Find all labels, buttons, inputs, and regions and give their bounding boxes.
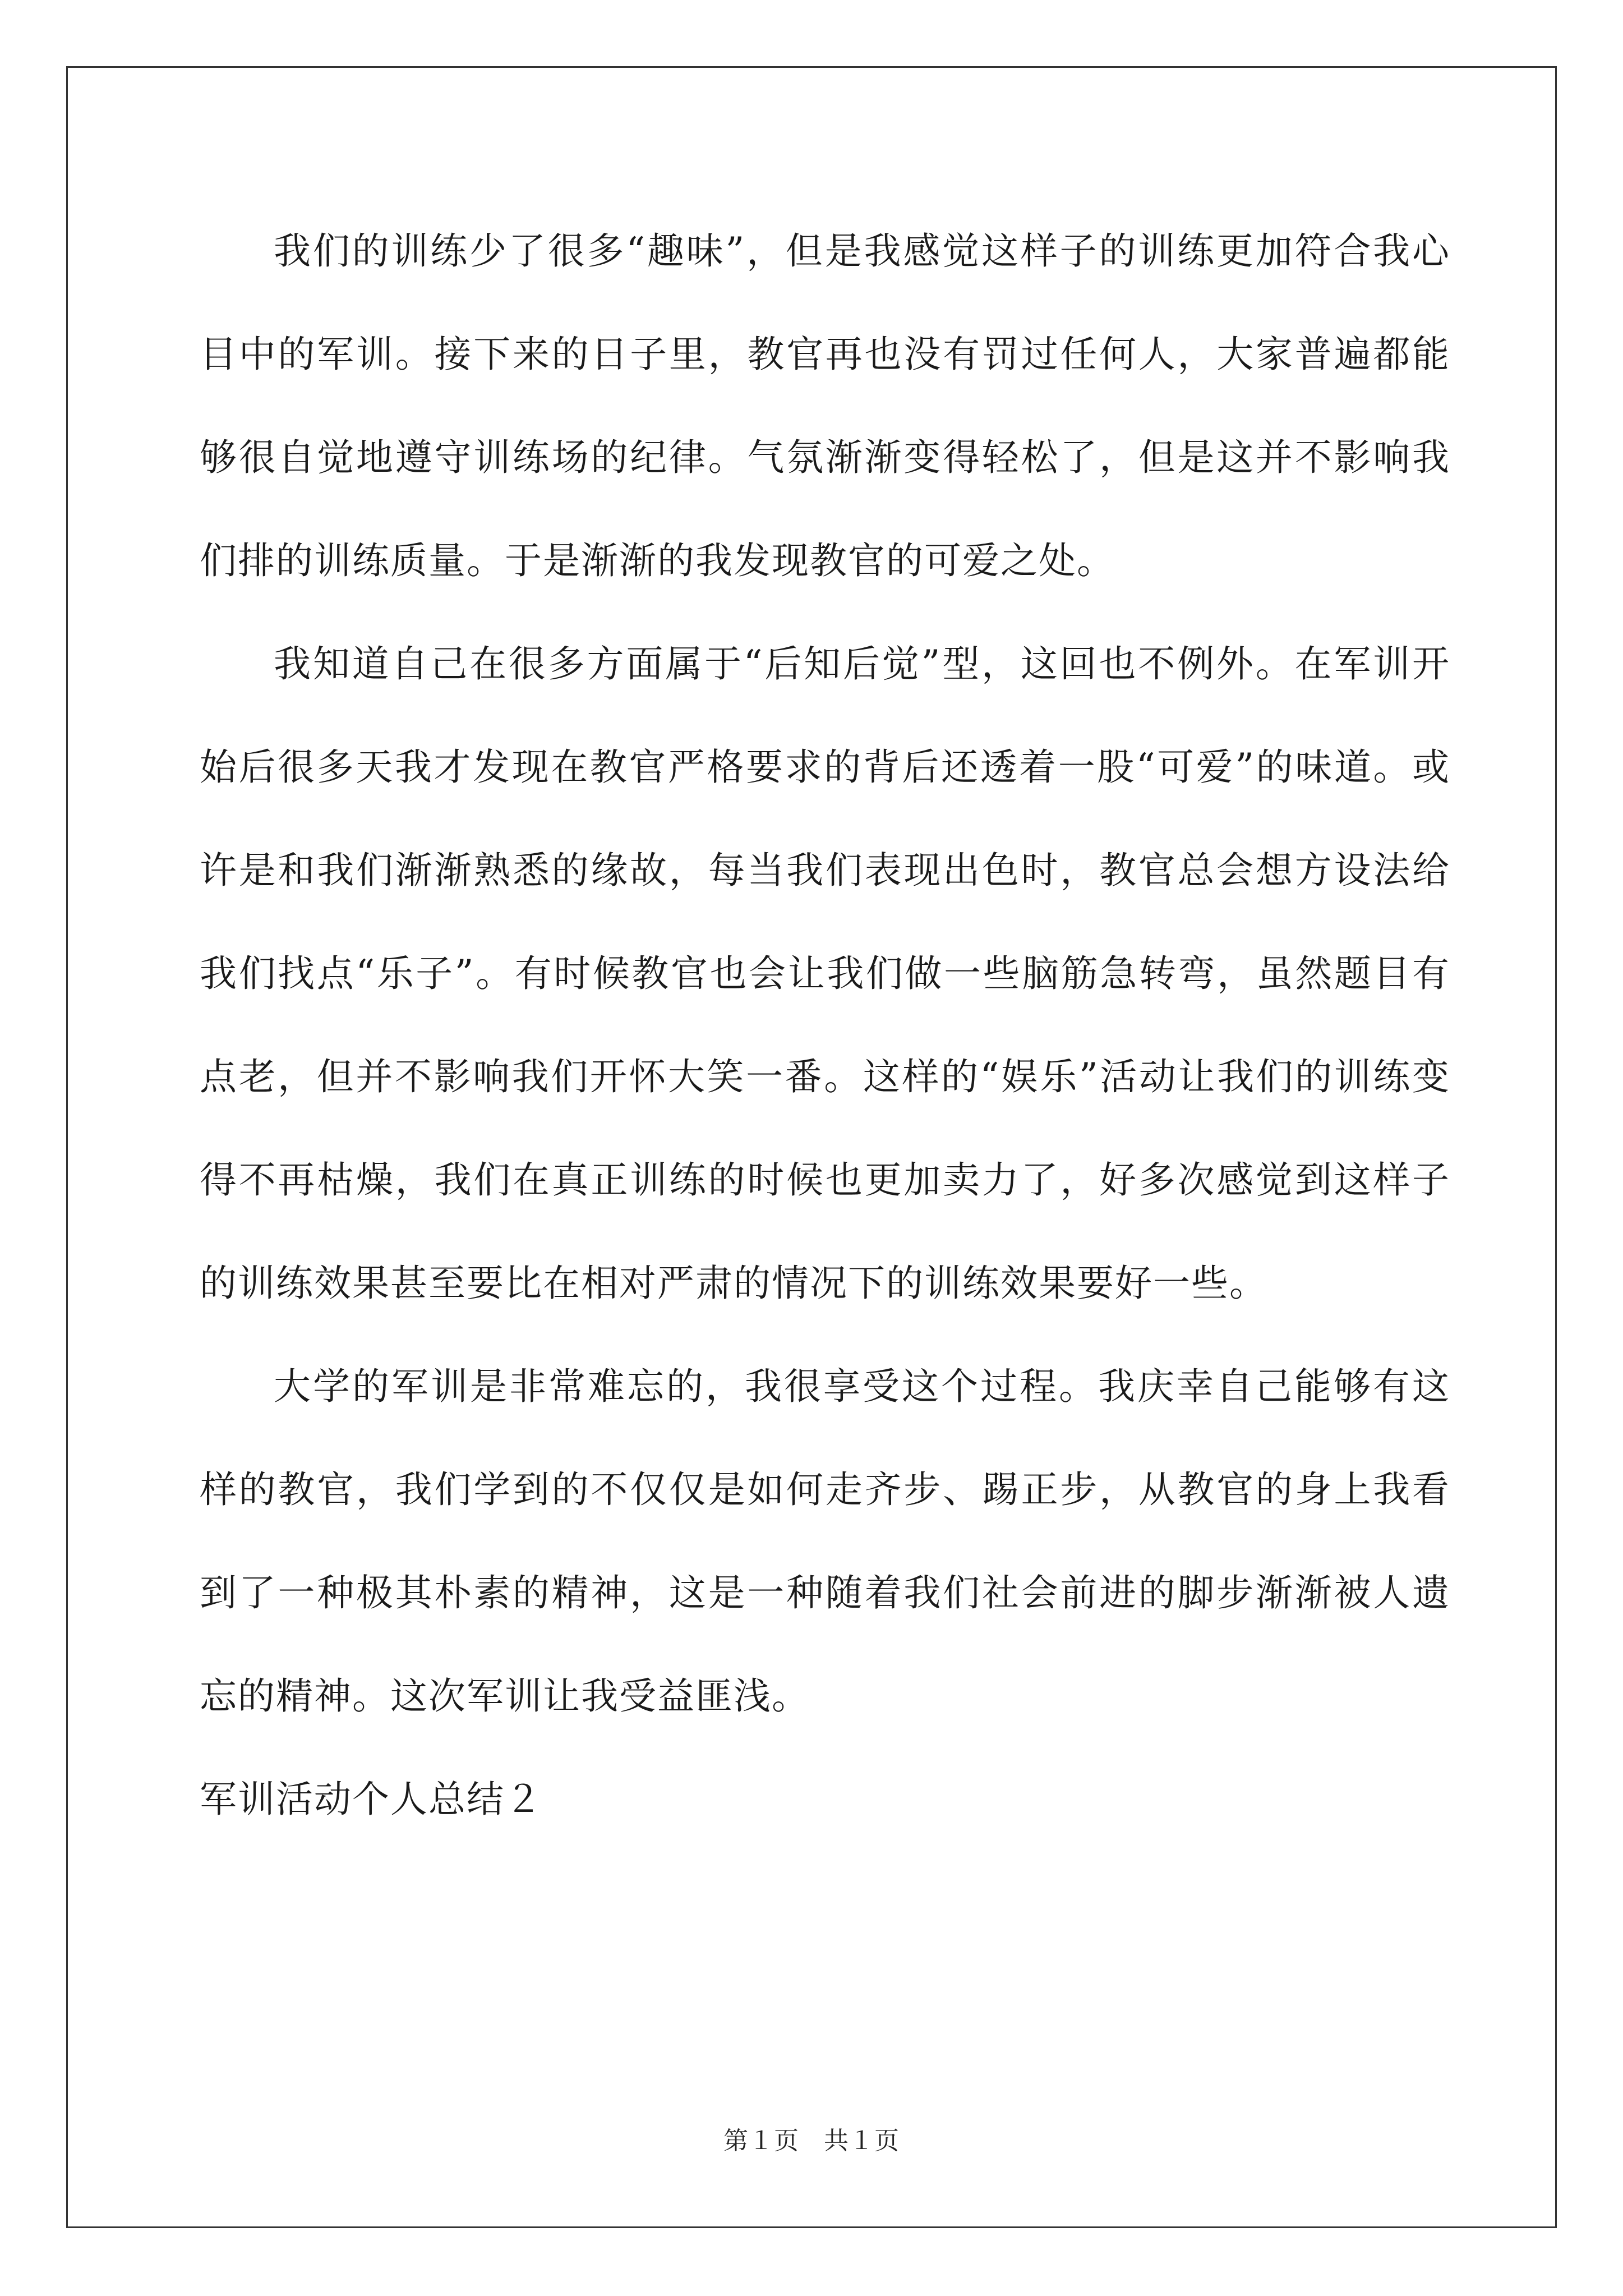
page-number: 第１页	[723, 2127, 799, 2155]
paragraph-2: 我知道自己在很多方面属于“后知后觉”型，这回也不例外。在军训开始后很多天我才发现在教官严格要求的背后还透着一股“可爱”的味道。或许是和我们渐渐熟悉的缘故，每当我们表现出色时，教官总会想方设法给我们找点“乐子”。有时候教官也会让我们做一些脑筋急转弯，虽然题目有点老，但并不影响我们开怀大笑一番。这样的“娱乐”活动让我们的训练变得不再枯燥，我们在真正训练的时候也更加卖力了，好多次感觉到这样子的训练效果甚至要比在相对严肃的情况下的训练效果要好一些。	[200, 642, 1450, 1305]
page-total: 共１页	[824, 2127, 900, 2155]
paragraph-3: 大学的军训是非常难忘的，我很享受这个过程。我庆幸自己能够有这样的教官，我们学到的不仅仅是如何走齐步、踢正步，从教官的身上我看到了一种极其朴素的精神，这是一种随着我们社会前进的脚步渐渐被人遗忘的精神。这次军训让我受益匪浅。	[200, 1365, 1450, 1718]
section-heading: 军训活动个人总结２	[200, 1778, 543, 1821]
document-body	[200, 200, 1450, 1851]
page-footer	[0, 2120, 1623, 2156]
paragraph-1: 我们的训练少了很多“趣味”，但是我感觉这样子的训练更加符合我心目中的军训。接下来的日子里，教官再也没有罚过任何人，大家普遍都能够很自觉地遵守训练场的纪律。气氛渐渐变得轻松了，但是这并不影响我们排的训练质量。于是渐渐的我发现教官的可爱之处。	[200, 229, 1450, 582]
